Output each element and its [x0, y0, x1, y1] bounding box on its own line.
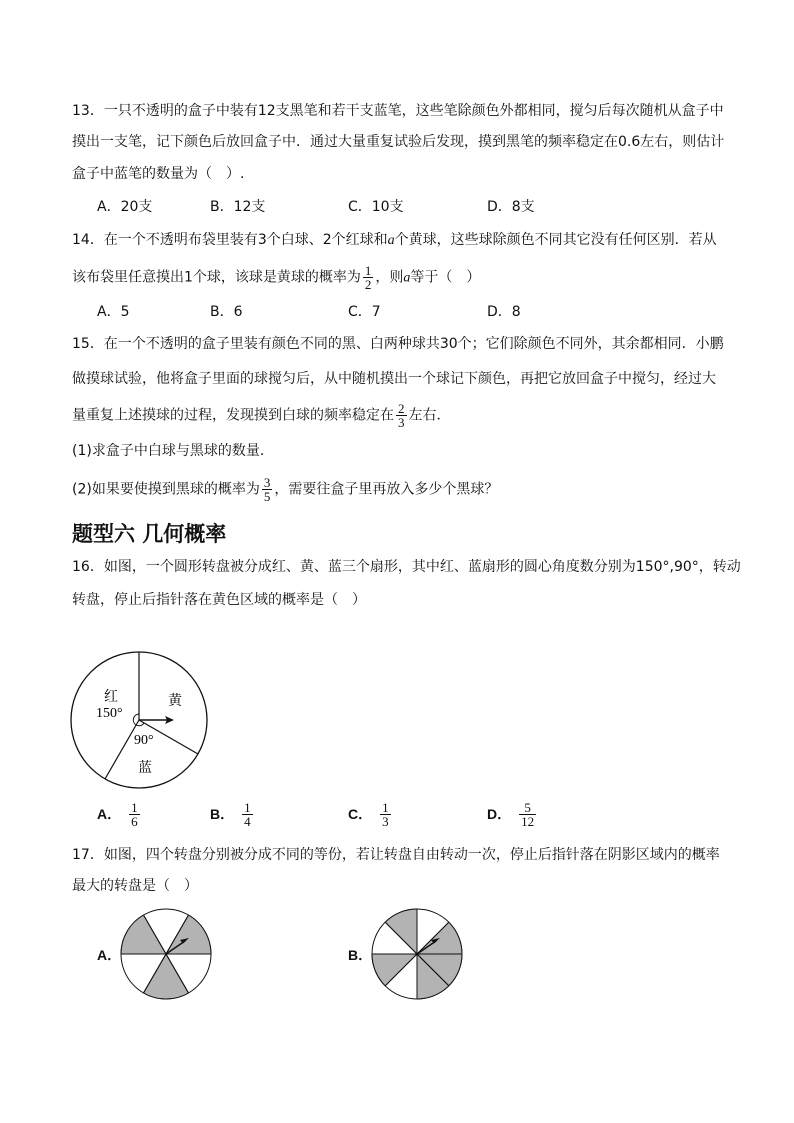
frac-numerator: 1 — [382, 800, 389, 815]
label-blue-angle: 90° — [134, 733, 154, 748]
frac-numerator: 1 — [131, 800, 138, 815]
q15-sub2-frac-denominator: 5 — [263, 489, 271, 504]
q14-option-d[interactable]: D．8 — [487, 304, 521, 320]
section-heading: 题型六 几何概率 — [72, 522, 227, 546]
q16-option-d[interactable] — [487, 801, 538, 828]
q15-frac-numerator: 2 — [398, 401, 405, 416]
q15-text-sub2b: ，需要往盒子里再放入多少个黑球？ — [274, 481, 499, 498]
q13-line-3: 盒子中蓝笔的数量为（ ）. — [72, 166, 245, 182]
frac-numerator: 1 — [244, 800, 251, 815]
q14-text-2a: 该布袋里任意摸出1个球，该球是黄球的概率为 — [72, 269, 361, 286]
q15-subquestion-1: (1)求盒子中白球与黑球的数量． — [72, 443, 274, 459]
q14-text-2b: ，则 — [375, 269, 404, 286]
q17-line-2: 最大的转盘是（ ） — [72, 878, 198, 894]
q16-option-b[interactable] — [210, 801, 255, 828]
q15-sub2-fraction — [262, 476, 273, 503]
q14-line-1 — [72, 230, 717, 251]
label-red: 红 — [104, 690, 118, 705]
label-yellow: 黄 — [168, 694, 182, 709]
q14-option-a[interactable]: A．5 — [97, 304, 130, 320]
q15-sub2-frac-numerator: 3 — [263, 475, 271, 490]
q16-option-d-label: D． — [487, 805, 512, 822]
q16-option-d-fraction — [519, 801, 536, 828]
frac-numerator: 5 — [519, 801, 536, 815]
q13-option-a[interactable]: A．20支 — [97, 199, 153, 215]
frac-denominator: 12 — [521, 814, 535, 829]
frac-denominator: 4 — [244, 814, 251, 829]
q16-option-b-label: B． — [210, 805, 235, 822]
q17-line-1: 17．如图，四个转盘分别被分成不同的等份，若让转盘自由转动一次，停止后指针落在阴影区域内的概率 — [72, 847, 720, 863]
q14-text-1b: 个黄球，这些球除颜色不同其它没有任何区别．若从 — [394, 232, 717, 248]
q17-option-b-text: B． — [348, 947, 373, 963]
q15-subquestion-2 — [72, 476, 498, 503]
q14-option-b[interactable]: B．6 — [210, 304, 243, 320]
q13-option-d[interactable]: D．8支 — [487, 199, 535, 215]
q14-text-1a: 14．在一个不透明布袋里装有3个白球、2个红球和 — [72, 232, 388, 248]
q16-line-1: 16．如图，一个圆形转盘被分成红、黄、蓝三个扇形，其中红、蓝扇形的圆心角度数分别为150°,90°，转动 — [72, 559, 741, 575]
q17-spinner-a[interactable] — [119, 908, 213, 1000]
q17-spinner-b[interactable] — [370, 908, 464, 1000]
q16-option-c[interactable] — [348, 801, 393, 828]
q13-line-2: 摸出一支笔，记下颜色后放回盒子中．通过大量重复试验后发现，摸到黑笔的频率稳定在0.6左右，则估计 — [72, 134, 725, 150]
q14-text-2c: 等于（ ） — [410, 269, 481, 286]
frac-denominator: 6 — [131, 814, 138, 829]
q16-option-c-fraction — [380, 801, 391, 828]
q17-option-a-text: A． — [97, 947, 122, 963]
q13-line-1: 13．一只不透明的盒子中装有12支黑笔和若干支蓝笔，这些笔除颜色外都相同，搅匀后每次随机从盒子中 — [72, 103, 724, 119]
q15-fraction — [396, 402, 407, 429]
q14-frac-numerator: 1 — [364, 263, 372, 278]
label-red-angle: 150° — [96, 706, 123, 721]
q16-option-c-label: C． — [348, 805, 373, 822]
q16-option-b-fraction — [242, 801, 253, 828]
q16-option-a-fraction — [129, 801, 140, 828]
label-blue: 蓝 — [138, 761, 152, 776]
q14-frac-denominator: 2 — [364, 277, 372, 292]
q14-variable-2: a — [403, 270, 411, 286]
q16-option-a-label: A． — [97, 805, 122, 822]
q15-text-3a: 量重复上述摸球的过程，发现摸到白球的频率稳定在 — [72, 407, 394, 424]
q16-spinner-figure — [66, 645, 216, 795]
q15-text-sub2a: (2)如果要使摸到黑球的概率为 — [72, 481, 260, 498]
q13-option-b[interactable]: B．12支 — [210, 199, 266, 215]
q14-fraction — [363, 264, 374, 291]
q16-line-2: 转盘，停止后指针落在黄色区域的概率是（ ） — [72, 592, 366, 608]
q15-line-1: 15．在一个不透明的盒子里装有颜色不同的黑、白两种球共30个；它们除颜色不同外，其余都相同．小鹏 — [72, 336, 724, 352]
q13-option-c[interactable]: C．10支 — [348, 199, 404, 215]
q15-line-2: 做摸球试验，他将盒子里面的球搅匀后，从中随机摸出一个球记下颜色，再把它放回盒子中搅匀，经过大 — [72, 371, 716, 387]
q14-option-c[interactable]: C．7 — [348, 304, 381, 320]
q15-frac-denominator: 3 — [398, 415, 405, 430]
q15-line-3 — [72, 402, 451, 429]
q14-variable: a — [387, 233, 395, 248]
frac-denominator: 3 — [382, 814, 389, 829]
q16-option-a[interactable] — [97, 801, 142, 828]
q15-text-3b: 左右． — [408, 407, 451, 424]
q14-line-2 — [72, 264, 480, 291]
